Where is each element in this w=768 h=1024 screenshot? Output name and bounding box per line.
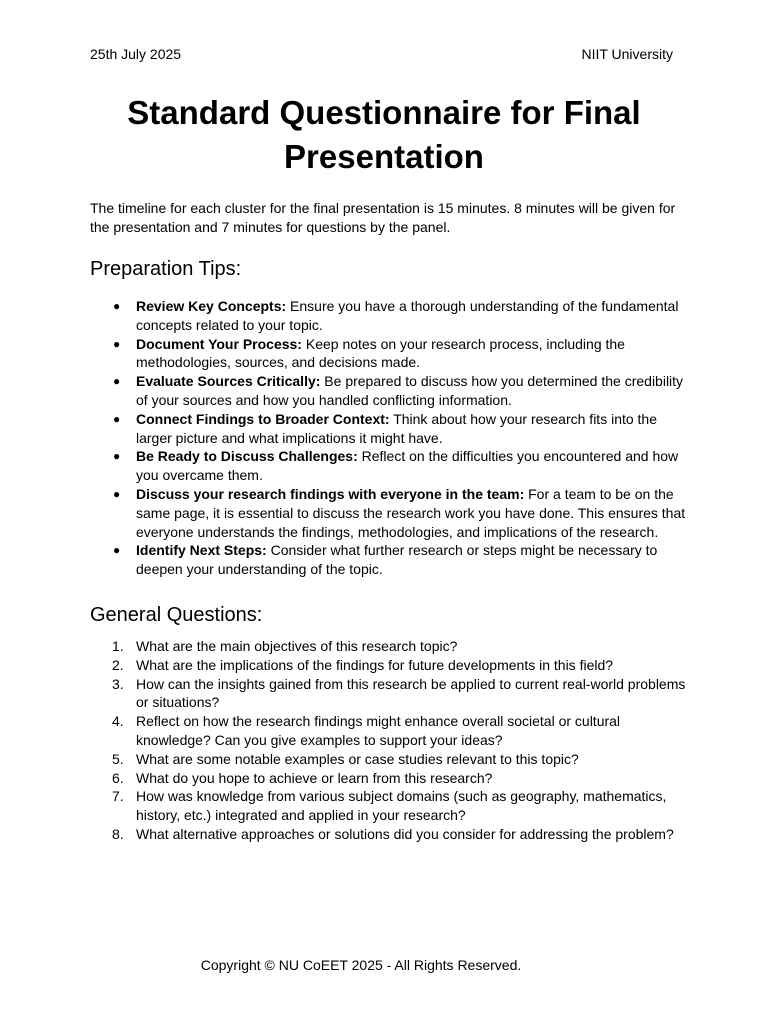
question-text: What are some notable examples or case studies relevant to this topic? (136, 750, 579, 767)
list-item (0, 297, 690, 335)
bullet-icon: ● (113, 486, 121, 501)
preparation-tips-list (0, 297, 690, 579)
header-date: 25th July 2025 (90, 46, 182, 62)
tip-title: Review Key Concepts: (136, 298, 287, 314)
preparation-tips-heading: Preparation Tips: (90, 258, 242, 280)
tip-title: Document Your Process: (136, 335, 302, 352)
tip-title: Identify Next Steps: (136, 542, 267, 559)
question-text: What alternative approaches or solutions did you consider for addressing the problem? (136, 825, 674, 842)
bullet-icon: ● (113, 336, 121, 351)
item-number: 3. (112, 675, 124, 692)
list-item (0, 372, 690, 410)
tip-title: Discuss your research findings with everyone in the team: (136, 485, 525, 502)
list-item (0, 712, 690, 750)
header-institution: NIIT University (581, 46, 673, 62)
item-number: 2. (112, 656, 124, 673)
list-item (0, 750, 690, 769)
bullet-icon: ● (113, 299, 121, 313)
list-item (0, 825, 690, 844)
item-number: 5. (112, 750, 124, 767)
general-questions-heading: General Questions: (90, 604, 263, 626)
list-item (0, 485, 690, 541)
question-text: Reflect on how the research findings might enhance overall societal or cultural knowledge? Can you give examples to support your ideas? (136, 713, 621, 748)
tip-text: Be prepared to discuss how you determined the credibility of your sources and how you handled conflicting information. (136, 373, 684, 408)
list-item (0, 447, 690, 485)
item-number: 8. (112, 825, 124, 842)
bullet-icon: ● (113, 543, 121, 558)
question-text: What are the main objectives of this research topic? (136, 638, 458, 654)
tip-text: Ensure you have a thorough understanding of the fundamental concepts related to your topic. (136, 298, 679, 333)
intro-paragraph: The timeline for each cluster for the final presentation is 15 minutes. 8 minutes will be given for the presentation and 7 minutes for questions by the panel. (90, 200, 676, 235)
tip-title: Evaluate Sources Critically: (136, 373, 321, 390)
question-text: How can the insights gained from this research be applied to current real-world problems or situations? (136, 675, 686, 711)
list-item (0, 410, 690, 448)
list-item (0, 675, 690, 713)
tip-title: Connect Findings to Broader Context: (136, 410, 390, 427)
page-title: Standard Questionnaire for Final Presentation (127, 94, 641, 175)
tip-text: Consider what further research or steps might be necessary to deepen your understanding of the topic. (136, 542, 658, 578)
list-item (0, 769, 690, 788)
list-item (0, 656, 690, 675)
bullet-icon: ● (113, 374, 121, 389)
item-number: 7. (112, 788, 124, 805)
tip-text: Keep notes on your research process, including the methodologies, sources, and decisions made. (136, 335, 625, 371)
item-number: 6. (112, 769, 124, 786)
item-number: 1. (112, 638, 124, 654)
question-text: What do you hope to achieve or learn from this research? (136, 769, 493, 786)
tip-text: For a team to be on the same page, it is essential to discuss the research work you have done. This ensures that everyone understands the findings, methodologies, and implications of the research. (136, 485, 686, 540)
list-item (0, 637, 690, 656)
list-item (0, 787, 690, 825)
bullet-icon: ● (113, 449, 121, 464)
tip-text: Reflect on the difficulties you encountered and how you overcame them. (136, 448, 679, 484)
list-item (0, 335, 690, 373)
general-questions-list (0, 637, 690, 844)
question-text: How was knowledge from various subject domains (such as geography, mathematics, history, etc.) integrated and applied in your research? (136, 788, 667, 824)
list-item (0, 541, 690, 579)
tip-text: Think about how your research fits into the larger picture and what implications it might have. (136, 410, 658, 446)
bullet-icon: ● (113, 411, 121, 426)
tip-title: Be Ready to Discuss Challenges: (136, 448, 358, 465)
question-text: What are the implications of the findings for future developments in this field? (136, 656, 614, 673)
copyright-footer: Copyright © NU CoEET 2025 - All Rights Reserved. (200, 957, 522, 973)
item-number: 4. (112, 713, 124, 730)
